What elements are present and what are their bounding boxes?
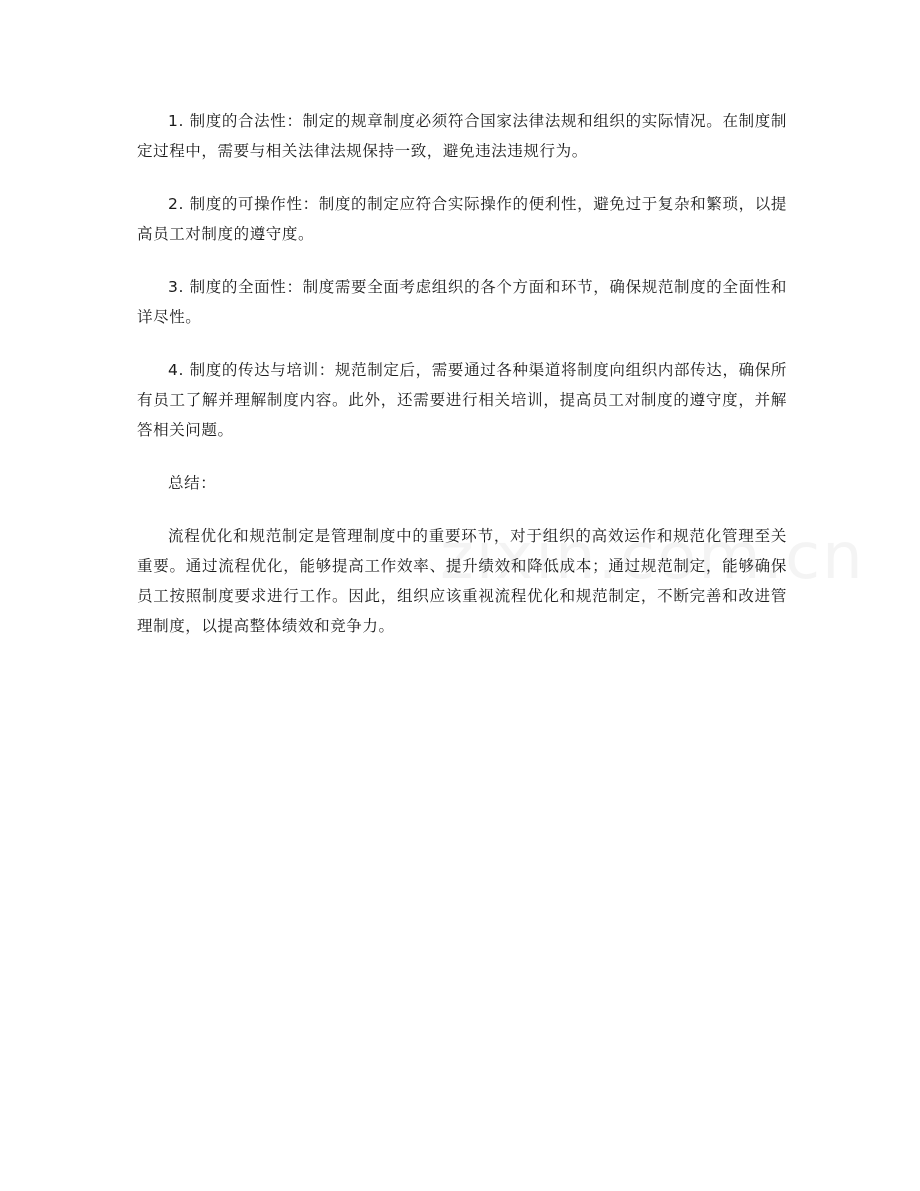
paragraph-communication-training: 4. 制度的传达与培训：规范制定后，需要通过各种渠道将制度向组织内部传达，确保所有员工了解并理解制度内容。此外，还需要进行相关培训，提高员工对制度的遵守度，并解答相关问题。	[137, 361, 787, 439]
summary-heading: 总结：	[168, 474, 217, 492]
paragraph-operability: 2. 制度的可操作性：制度的制定应符合实际操作的便利性，避免过于复杂和繁琐，以提高员工对制度的遵守度。	[137, 195, 787, 243]
paragraph-comprehensiveness: 3. 制度的全面性：制度需要全面考虑组织的各个方面和环节，确保规范制度的全面性和详尽性。	[137, 278, 787, 326]
paragraph-legality: 1. 制度的合法性：制定的规章制度必须符合国家法律法规和组织的实际情况。在制度制定过程中，需要与相关法律法规保持一致，避免违法违规行为。	[137, 112, 787, 160]
document-body	[137, 106, 787, 664]
paragraph-summary: 流程优化和规范制定是管理制度中的重要环节，对于组织的高效运作和规范化管理至关重要。通过流程优化，能够提高工作效率、提升绩效和降低成本；通过规范制定，能够确保员工按照制度要求进行工作。因此，组织应该重视流程优化和规范制定，不断完善和改进管理制度，以提高整体绩效和竞争力。	[137, 527, 787, 635]
